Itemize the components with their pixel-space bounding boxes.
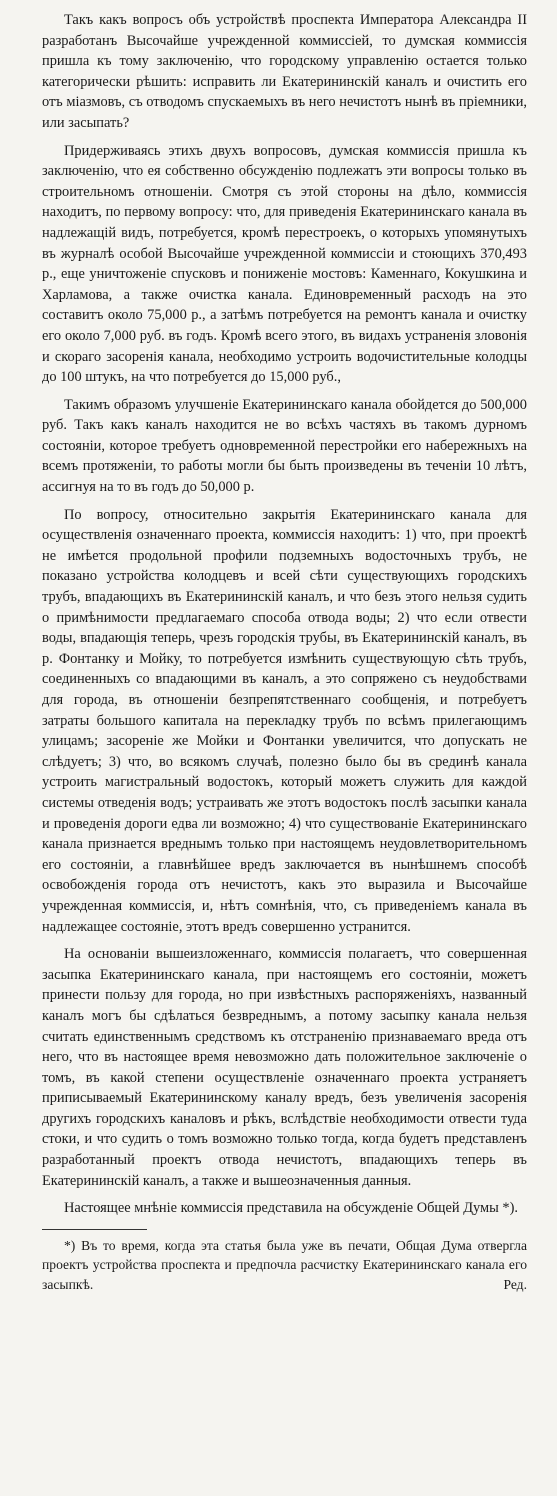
paragraph-6: Настоящее мнѣніе коммиссія представила на обсужденіе Общей Думы *).	[64, 1200, 518, 1217]
paragraph-5: На основаніи вышеизложеннаго, коммиссія полагаетъ, что совершенная засыпка Екатерининскаго канала, при настоящемъ его состояніи, можетъ принести пользу для города, но при извѣстныхъ распоряженіяхъ, названный каналъ могъ бы сдѣлаться безвреднымъ, а потому засыпку канала нельзя считать единственнымъ средствомъ къ отстраненію признаваемаго вреда отъ него, что въ настоящее время невозможно дать положительное заключеніе о томъ, въ какой степени осуществленіе означеннаго проекта устраняетъ приписываемый Екатерининскому каналу вредъ, безъ увеличенія засоренія другихъ городскихъ каналовъ и рѣкъ, вслѣдствіе необходимости отвести туда стоки, и что судить о томъ возможно только тогда, когда будетъ представленъ разработанный проектъ отвода нечистотъ, впадающихъ теперь въ Екатерининскій каналъ, а также и вышеозначенныя данныя.	[42, 946, 527, 1189]
bleed-through-mark	[0, 240, 40, 320]
footnote	[42, 1236, 527, 1295]
paragraph-3: Такимъ образомъ улучшеніе Екатерининскаго канала обойдется до 500,000 руб. Такъ какъ каналъ находится не во всѣхъ частяхъ въ такомъ дурномъ состояніи, которое требуетъ одновременной перестройки его набережныхъ на всемъ протяженіи, то работы могли бы быть произведены въ теченіи 10 лѣтъ, ассигнуя на то въ годъ до 50,000 р.	[42, 396, 527, 496]
article-body	[42, 10, 527, 1294]
paragraph-2: Придерживаясь этихъ двухъ вопросовъ, думская коммиссія пришла къ заключенію, что ея собственно обсужденію подлежатъ эти вопросы только въ строительномъ отношеніи. Смотря съ этой стороны на дѣло, коммиссія находитъ, по первому вопросу: что, для приведенія Екатерининскаго канала въ надлежащій видъ, потребуется, кромѣ перестроекъ, о которыхъ упомянутыхъ въ журналѣ особой Высочайше учрежденной коммиссіи и стоющихъ 370,493 р., еще уничтоженіе спусковъ и пониженіе мостовъ: Каменнаго, Кокушкина и Харламова, а также очистка канала. Единовременный расходъ на это составитъ около 75,000 р., а затѣмъ потребуется на ремонтъ канала и очистку его около 7,000 руб. въ годъ. Кромѣ всего этого, въ видахъ устраненія зловонія и скораго засоренія канала, необходимо устроить водочистительные колодцы до 100 штукъ, на что потребуется до 15,000 руб.,	[42, 142, 527, 386]
paragraph-1: Такъ какъ вопросъ объ устройствѣ проспекта Императора Александра II разработанъ Высочайше учрежденной коммиссіей, то думская коммиссія пришла къ тому заключенію, что городскому управленію остается только категорически рѣшить: исправить ли Екатерининскій каналъ и очистить его отъ міазмовъ, съ отводомъ спускаемыхъ въ него нечистотъ нынѣ въ пріемники, или засыпать?	[42, 12, 527, 131]
footnote-text: *) Въ то время, когда эта статья была уже въ печати, Общая Дума отвергла проектъ устройства проспекта и предпочла расчистку Екатерининскаго канала его засыпкѣ.	[42, 1237, 527, 1292]
footnote-divider	[42, 1229, 147, 1230]
editor-signature: Ред.	[503, 1276, 527, 1292]
paragraph-4: По вопросу, относительно закрытія Екатерининскаго канала для осуществленія означеннаго проекта, коммиссія находитъ: 1) что, при проектѣ не имѣется продольной профили подземныхъ водосточныхъ трубъ, не показано устройства колодцевъ и всей сѣти существующихъ городскихъ трубъ, впадающихъ въ Екатерининскій каналъ, и что безъ этого нельзя судить о примѣнимости предлагаемаго способа отвода воды; 2) что если отвести воды, впадающія теперь, чрезъ городскія трубы, въ Екатерининскій каналъ, въ р. Фонтанку и Мойку, то потребуется измѣнить существующую сѣть трубъ, соединенныхъ со впадающими въ каналъ, а это сопряжено съ неудобствами для города, въ отношеніи безпрепятственнаго сообщенія, и потребуетъ затраты большого капитала на перекладку трубъ по всѣмъ прилегающимъ улицамъ; засореніе же Мойки и Фонтанки увеличится, что допускать не слѣдуетъ; 3) что, во всякомъ случаѣ, полезно было бы въ срединѣ канала устроить магистральный водостокъ, который можетъ служить для каждой системы отведенія водъ; устраивать же этотъ водостокъ послѣ засыпки канала и проведенія дороги едва ли возможно; 4) что существованіе Екатерининскаго канала признается вреднымъ только при настоящемъ неудовлетворительномъ его состояніи, а главнѣйшее вредъ заключается въ нынѣшнемъ способѣ освобожденія города отъ нечистотъ, какъ это выразила и Высочайше учрежденная коммиссія, и, нѣтъ сомнѣнія, что, съ приведеніемъ канала въ надлежащее состояніе, этотъ вредъ совершенно устранится.	[42, 506, 527, 935]
